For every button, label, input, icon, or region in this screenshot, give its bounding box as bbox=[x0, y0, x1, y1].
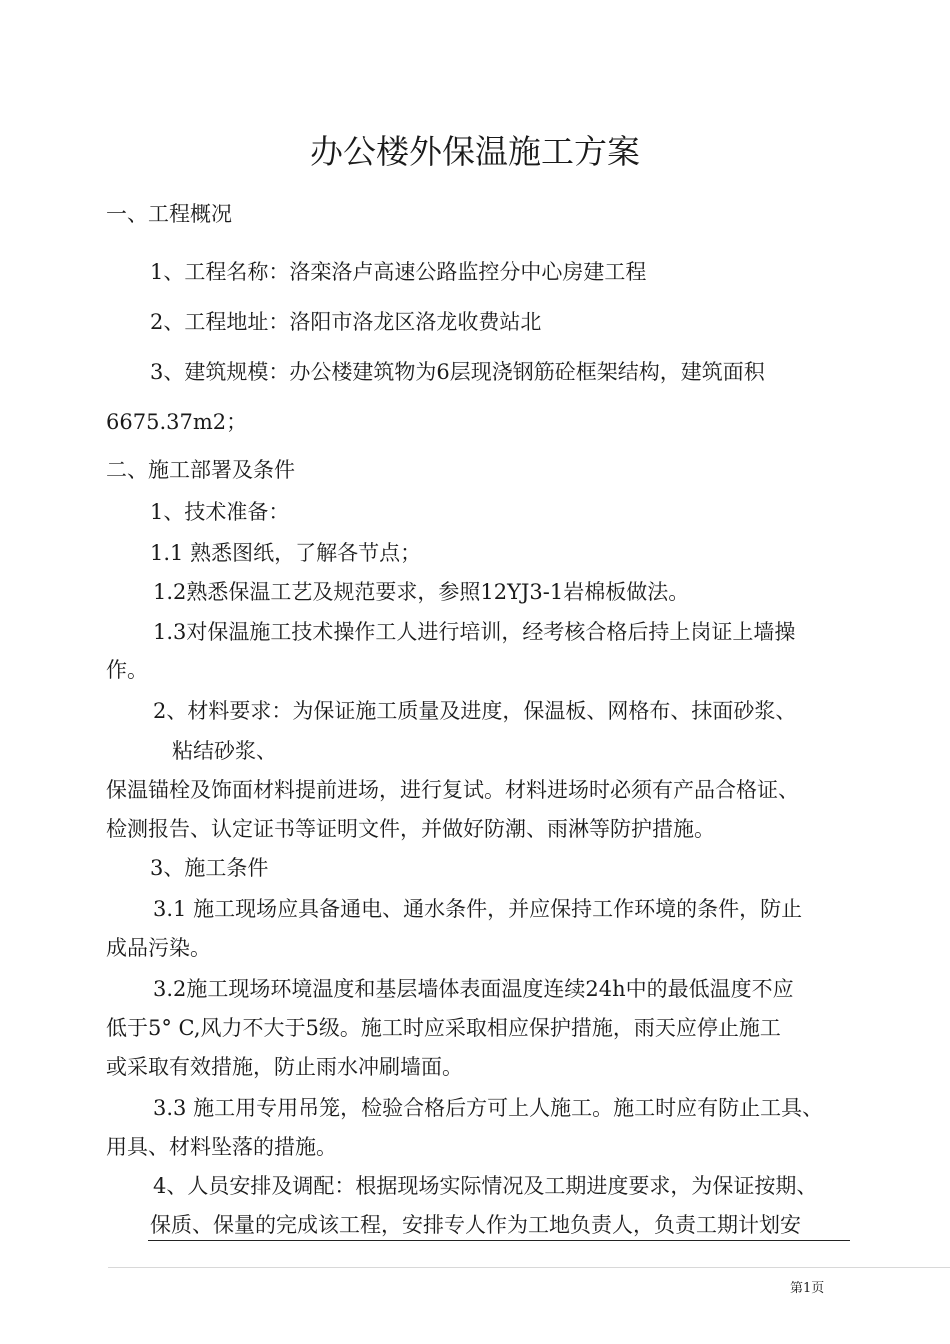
page-number: 第1页 bbox=[790, 1281, 825, 1296]
paragraph-line: 1、工程名称：洛栾洛卢高速公路监控分中心房建工程 bbox=[150, 260, 647, 284]
paragraph-line: 保质、保量的完成该工程，安排专人作为工地负责人，负责工期计划安 bbox=[150, 1213, 801, 1237]
paragraph-line: 2、材料要求：为保证施工质量及进度，保温板、网格布、抹面砂浆、 bbox=[153, 699, 797, 723]
paragraph-line: 低于5° C,风力不大于5级。施工时应采取相应保护措施，雨天应停止施工 bbox=[106, 1016, 781, 1040]
paragraph-line: 粘结砂浆、 bbox=[172, 739, 277, 763]
paragraph-line: 或采取有效措施，防止雨水冲刷墙面。 bbox=[106, 1055, 463, 1079]
paragraph-line: 3、施工条件 bbox=[150, 856, 269, 880]
document-title: 办公楼外保温施工方案 bbox=[310, 132, 640, 171]
paragraph-line: 1.1 熟悉图纸，了解各节点； bbox=[150, 541, 422, 565]
footer-divider bbox=[108, 1267, 950, 1268]
paragraph-line: 检测报告、认定证书等证明文件，并做好防潮、雨淋等防护措施。 bbox=[106, 817, 715, 841]
paragraph-line: 3.1 施工现场应具备通电、通水条件，并应保持工作环境的条件，防止 bbox=[153, 897, 803, 921]
paragraph-line: 1.3对保温施工技术操作工人进行培训，经考核合格后持上岗证上墙操 bbox=[153, 620, 796, 644]
paragraph-line: 6675.37m2； bbox=[106, 410, 248, 434]
section-heading-2: 二、施工部署及条件 bbox=[106, 458, 295, 482]
paragraph-line: 3.2施工现场环境温度和基层墙体表面温度连续24h中的最低温度不应 bbox=[153, 977, 794, 1001]
paragraph-line: 成品污染。 bbox=[106, 936, 211, 960]
text-underline bbox=[148, 1240, 850, 1241]
paragraph-line: 3.3 施工用专用吊笼，检验合格后方可上人施工。施工时应有防止工具、 bbox=[153, 1096, 824, 1120]
paragraph-line: 作。 bbox=[106, 658, 148, 682]
paragraph-line: 3、建筑规模：办公楼建筑物为6层现浇钢筋砼框架结构，建筑面积 bbox=[150, 360, 765, 384]
paragraph-line: 2、工程地址：洛阳市洛龙区洛龙收费站北 bbox=[150, 310, 542, 334]
paragraph-line: 1、技术准备： bbox=[150, 500, 290, 524]
paragraph-line: 4、人员安排及调配：根据现场实际情况及工期进度要求，为保证按期、 bbox=[153, 1174, 818, 1198]
paragraph-line: 保温锚栓及饰面材料提前进场，进行复试。材料进场时必须有产品合格证、 bbox=[106, 778, 799, 802]
section-heading-1: 一、工程概况 bbox=[106, 202, 232, 226]
paragraph-line: 1.2熟悉保温工艺及规范要求，参照12YJ3-1岩棉板做法。 bbox=[153, 580, 690, 604]
paragraph-line: 用具、材料坠落的措施。 bbox=[106, 1135, 337, 1159]
